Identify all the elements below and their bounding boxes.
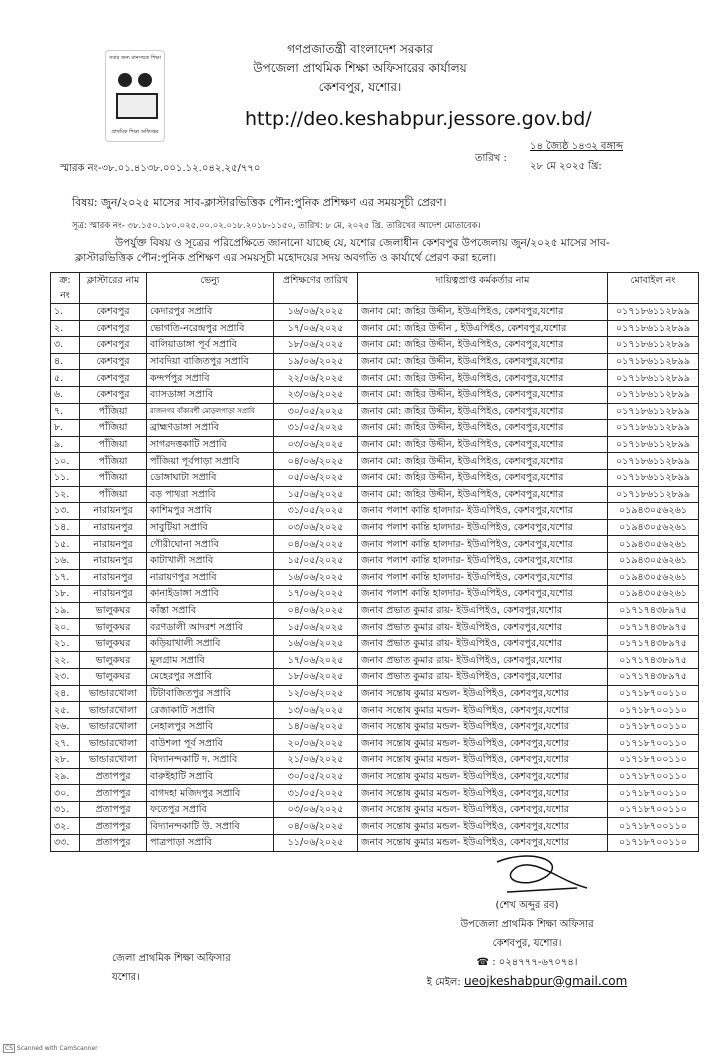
cell-venue: ফতেপুর সপ্রাবি (147, 801, 274, 818)
header-officer: দায়িত্বপ্রাপ্ত কর্মকর্তার নাম (358, 273, 608, 304)
cell-cluster: কেশবপুর (80, 353, 147, 370)
cell-venue: বড় পাথরা সপ্রাবি (147, 486, 274, 503)
cell-officer: জনাব মো: জহির উদ্দীন, ইউএপিইও, কেশবপুর,যশোর (358, 436, 608, 453)
cell-serial: ২২. (51, 652, 80, 669)
date-label: তারিখ : (475, 153, 507, 164)
cell-venue: কাটাখালী সপ্রাবি (147, 552, 274, 569)
table-row (51, 669, 699, 686)
cell-officer: জনাব সন্তোষ কুমার মন্ডল- ইউএপিইও, কেশবপুর,যশোর (358, 685, 608, 702)
letterhead (200, 40, 520, 97)
cell-officer: জনাব সন্তোষ কুমার মন্ডল- ইউএপিইও, কেশবপুর,যশোর (358, 835, 608, 852)
cell-officer: জনাব সন্তোষ কুমার মন্ডল- ইউএপিইও, কেশবপুর,যশোর (358, 718, 608, 735)
cell-serial: ৫. (51, 370, 80, 387)
table-row (51, 453, 699, 470)
cell-cluster: প্রতাপপুর (80, 801, 147, 818)
cell-cluster: ভালুকঘর (80, 652, 147, 669)
cell-cluster: ভালুকঘর (80, 669, 147, 686)
table-row (51, 420, 699, 437)
book-icon (116, 93, 158, 119)
cell-venue: বিদ্যানন্দকাটি উ. সপ্রাবি (147, 818, 274, 835)
cell-serial: ১৯. (51, 602, 80, 619)
cell-mobile: ০১৭১৮৭০০১১০ (608, 735, 699, 752)
cell-date: ৩১/০৫/২০২৫ (274, 785, 358, 802)
table-row (51, 835, 699, 852)
table-row (51, 320, 699, 337)
subject: বিষয়: জুন/২০২৫ মাসের সাব-ক্লাস্টারভিত্তিক পৌন:পুনিক প্রশিক্ষণ এর সময়সূচী প্রেরণ। (72, 196, 447, 209)
cell-cluster: প্রতাপপুর (80, 785, 147, 802)
cell-serial: ৩২. (51, 818, 80, 835)
signatory-title: উপজেলা প্রাথমিক শিক্ষা অফিসার (460, 918, 594, 930)
cell-serial: ৩০. (51, 785, 80, 802)
recipient-place: যশোর। (112, 971, 140, 983)
cell-serial: ২৩. (51, 669, 80, 686)
cell-date: ১৫/০৬/২০২৫ (274, 486, 358, 503)
cell-cluster: নারায়নপুর (80, 519, 147, 536)
cell-date: ১৫/০৫/২০২৫ (274, 552, 358, 569)
cell-cluster: নারায়নপুর (80, 503, 147, 520)
email-label: ই মেইল: (426, 976, 461, 988)
cell-serial: ১০. (51, 453, 80, 470)
table-row (51, 702, 699, 719)
cell-venue: মেহেরপুর সপ্রাবি (147, 669, 274, 686)
cell-mobile: ০১৯৪৩০৫৬২৬১ (608, 586, 699, 603)
cell-serial: ৬. (51, 386, 80, 403)
child-icon (138, 73, 152, 87)
cell-venue: বাগদহা মজিদপুর সপ্রাবি (147, 785, 274, 802)
cell-date: ১৭/০৬/২০২৫ (274, 586, 358, 603)
table-row (51, 403, 699, 420)
cell-serial: ১৪. (51, 519, 80, 536)
cell-cluster: ভান্ডারখোলা (80, 685, 147, 702)
cell-officer: জনাব মো: জহির উদ্দীন, ইউএপিইও, কেশবপুর,যশোর (358, 386, 608, 403)
table-row (51, 652, 699, 669)
cell-mobile: ০১৭১৮৭০০১১০ (608, 685, 699, 702)
cell-mobile: ০১৯৪৩০৫৬২৬১ (608, 552, 699, 569)
cell-venue: নারায়ণপুর সপ্রাবি (147, 569, 274, 586)
table-row (51, 469, 699, 486)
logo-arc-text: সবার জন্য মানসম্মত শিক্ষা (109, 55, 161, 61)
cell-mobile: ০১৯৪৩০৫৬২৬১ (608, 503, 699, 520)
cell-mobile: ০১৭১৮৬১১২৮৯৯ (608, 304, 699, 321)
cell-cluster: প্রতাপপুর (80, 835, 147, 852)
table-row (51, 486, 699, 503)
cell-serial: ২০. (51, 619, 80, 636)
cell-cluster: ভান্ডারখোলা (80, 735, 147, 752)
cell-date: ০৫/০৬/২০২৫ (274, 469, 358, 486)
cell-date: ০৩/০৬/২০২৫ (274, 436, 358, 453)
cell-venue: কানাইডাঙ্গা সপ্রাবি (147, 586, 274, 603)
cell-serial: ১৩. (51, 503, 80, 520)
memo-number: স্মারক নং-৩৮.০১.৪১৩৮.০০১.১২.০৪২.২৫/৭৭০ (60, 163, 261, 174)
logo-caption: প্রাথমিক শিক্ষা অধিদপ্তর (111, 129, 159, 135)
cell-serial: ২৭. (51, 735, 80, 752)
cell-serial: ২৮. (51, 752, 80, 769)
cell-serial: ১১. (51, 469, 80, 486)
signature-icon (457, 854, 597, 896)
cell-serial: ১. (51, 304, 80, 321)
cell-venue: কাঁস্তা সপ্রাবি (147, 602, 274, 619)
cell-date: ১৭/০৬/২০২৫ (274, 652, 358, 669)
cell-mobile: ০১৭১৮৭০০১১০ (608, 785, 699, 802)
table-row (51, 536, 699, 553)
cell-date: ২১/০৬/২০২৫ (274, 752, 358, 769)
camscanner-icon: CS (5, 1045, 13, 1052)
table-row (51, 635, 699, 652)
cell-cluster: ভালুকঘর (80, 619, 147, 636)
cell-officer: জনাব পলাশ কান্তি হালদার- ইউএপিইও, কেশবপুর,যশোর (358, 536, 608, 553)
cell-mobile: ০১৭১৭৪৩৮৯৭৫ (608, 602, 699, 619)
office-name: উপজেলা প্রাথমিক শিক্ষা অফিসারের কার্যালয় (253, 61, 467, 75)
cell-officer: জনাব পলাশ কান্তি হালদার- ইউএপিইও, কেশবপুর,যশোর (358, 569, 608, 586)
cell-venue: পাঁজিয়া পূর্বপাড়া সপ্রাবি (147, 453, 274, 470)
cell-venue: কেদারপুর সপ্রাবি (147, 304, 274, 321)
cell-serial: ৭. (51, 403, 80, 420)
cell-serial: ৩. (51, 337, 80, 354)
cell-venue: ব্রাহ্মণডাঙ্গা সপ্রাবি (147, 420, 274, 437)
table-row (51, 552, 699, 569)
cell-mobile: ০১৭১৮৭০০১১০ (608, 718, 699, 735)
cell-officer: জনাব মো: জহির উদ্দীন, ইউএপিইও, কেশবপুর,যশোর (358, 337, 608, 354)
logo (105, 50, 165, 142)
memo-row (60, 140, 680, 176)
cell-venue: বিদ্যানন্দকাটি দ. সপ্রাবি (147, 752, 274, 769)
cell-cluster: নারায়নপুর (80, 586, 147, 603)
cell-mobile: ০১৭১৮৭০০১১০ (608, 835, 699, 852)
cell-mobile: ০১৭১৮৬১১২৮৯৯ (608, 337, 699, 354)
signature-block (412, 854, 642, 992)
cell-mobile: ০১৭১৮৬১১২৮৯৯ (608, 320, 699, 337)
cell-venue: গৌরীঘোনা সপ্রাবি (147, 536, 274, 553)
cell-mobile: ০১৭১৮৬১১২৮৯৯ (608, 353, 699, 370)
cell-officer: জনাব সন্তোষ কুমার মন্ডল- ইউএপিইও, কেশবপুর,যশোর (358, 785, 608, 802)
cell-officer: জনাব মো: জহির উদ্দীন, ইউএপিইও, কেশবপুর,যশোর (358, 486, 608, 503)
header-venue: ভেন্যু (147, 273, 274, 304)
cell-cluster: ভান্ডারখোলা (80, 752, 147, 769)
date-english: ২৮ মে ২০২৫ খ্রি: (530, 161, 602, 172)
cell-date: ০৩/০৬/২০২৫ (274, 519, 358, 536)
cell-officer: জনাব সন্তোষ কুমার মন্ডল- ইউএপিইও, কেশবপুর,যশোর (358, 768, 608, 785)
cell-venue: রেজাকাটি সপ্রাবি (147, 702, 274, 719)
cell-officer: জনাব মো: জহির উদ্দীন, ইউএপিইও, কেশবপুর,যশোর (358, 353, 608, 370)
table-row (51, 785, 699, 802)
cell-date: ১৭/০৬/২০২৫ (274, 320, 358, 337)
recipient-title: জেলা প্রাথমিক শিক্ষা অফিসার (112, 952, 231, 964)
cell-cluster: কেশবপুর (80, 370, 147, 387)
cell-date: ০৪/০৬/২০২৫ (274, 602, 358, 619)
cell-mobile: ০১৭১৮৬১১২৮৯৯ (608, 403, 699, 420)
cell-mobile: ০১৭১৭৪৩৮৯৭৫ (608, 635, 699, 652)
phone-number: ☎ : ০২৪৭৭৭-৬৭০৭৪। (476, 956, 578, 968)
cell-mobile: ০১৭১৮৭০০১১০ (608, 818, 699, 835)
cell-cluster: কেশবপুর (80, 304, 147, 321)
cell-date: ৩০/০৫/২০২৫ (274, 403, 358, 420)
cell-mobile: ০১৭১৮৬১১২৮৯৯ (608, 469, 699, 486)
cell-date: ২০/০৬/২০২৫ (274, 735, 358, 752)
body-paragraph-line1: উপর্যুক্ত বিষয় ও সূত্রের পরিপ্রেক্ষিতে জানানো যাচ্ছে যে, যশোর জেলাধীন কেশবপুর উপজেলায় জুন/২০২৫ মাসের সাব- (115, 237, 610, 249)
reference: সূত্র: স্মারক নং- ৩৮.১৫০.১৮০.০২৫.০০.০২.০১৮.২০১৮-১১৫০, তারিখ: ৮ মে, ২০২৫ খ্রি. তারিখের আদেশ মোতাবেক। (72, 221, 481, 231)
cell-venue: সাগরদত্তকাটি সপ্রাবি (147, 436, 274, 453)
table-row (51, 304, 699, 321)
cell-officer: জনাব সন্তোষ কুমার মন্ডল- ইউএপিইও, কেশবপুর,যশোর (358, 702, 608, 719)
cell-date: ০৪/০৬/২০২৫ (274, 536, 358, 553)
table-row (51, 586, 699, 603)
cell-mobile: ০১৭১৭৪৩৮৯৭৫ (608, 619, 699, 636)
cell-serial: ৩৩. (51, 835, 80, 852)
letter-footer (50, 854, 672, 992)
table-row (51, 436, 699, 453)
cell-venue: সাবুটিয়া সপ্রাবি (147, 519, 274, 536)
cell-cluster: কেশবপুর (80, 386, 147, 403)
table-row (51, 337, 699, 354)
website-url[interactable]: http://deo.keshabpur.jessore.gov.bd/ (245, 108, 592, 130)
table-row (51, 386, 699, 403)
cell-serial: ৮. (51, 420, 80, 437)
header-date: প্রশিক্ষণের তারিখ (274, 273, 358, 304)
recipient-block (112, 949, 231, 987)
cell-officer: জনাব পলাশ কান্তি হালদার- ইউএপিইও, কেশবপুর,যশোর (358, 503, 608, 520)
scanner-watermark (3, 1045, 98, 1052)
cell-officer: জনাব সন্তোষ কুমার মন্ডল- ইউএপিইও, কেশবপুর,যশোর (358, 818, 608, 835)
cell-mobile: ০১৯৪৩০৫৬২৬১ (608, 569, 699, 586)
cell-venue: পাত্রপাড়া সপ্রাবি (147, 835, 274, 852)
cell-cluster: কেশবপুর (80, 337, 147, 354)
header-mobile: মোবাইল নং (608, 273, 699, 304)
cell-cluster: পাঁজিয়া (80, 436, 147, 453)
cell-serial: ৪. (51, 353, 80, 370)
cell-mobile: ০১৭১৮৭০০১১০ (608, 801, 699, 818)
cell-venue: নেহালপুর সপ্রাবি (147, 718, 274, 735)
cell-date: ২২/০৬/২০২৫ (274, 370, 358, 387)
cell-venue: কন্দর্পপুর সপ্রাবি (147, 370, 274, 387)
cell-date: ১১/০৬/২০২৫ (274, 835, 358, 852)
cell-mobile: ০১৭১৮৬১১২৮৯৯ (608, 370, 699, 387)
table-row (51, 619, 699, 636)
cell-mobile: ০১৭১৮৬১১২৮৯৯ (608, 420, 699, 437)
table-row (51, 370, 699, 387)
cell-officer: জনাব সন্তোষ কুমার মন্ডল- ইউএপিইও, কেশবপুর,যশোর (358, 735, 608, 752)
table-row (51, 569, 699, 586)
cell-date: ৩০/০৫/২০২৫ (274, 768, 358, 785)
cell-date: ৩১/০৫/২০২৫ (274, 420, 358, 437)
cell-serial: ২৯. (51, 768, 80, 785)
cell-date: ০৩/০৬/২০২৫ (274, 801, 358, 818)
cell-cluster: পাঁজিয়া (80, 453, 147, 470)
email-line (412, 972, 642, 992)
cell-date: ৩১/০৫/২০২৫ (274, 503, 358, 520)
table-row (51, 503, 699, 520)
govt-name: গণপ্রজাতন্ত্রী বাংলাদেশ সরকার (287, 42, 433, 56)
cell-officer: জনাব পলাশ কান্তি হালদার- ইউএপিইও, কেশবপুর,যশোর (358, 519, 608, 536)
table-row (51, 718, 699, 735)
cell-officer: জনাব প্রভাত কুমার রায়- ইউএপিইও, কেশবপুর,যশোর (358, 602, 608, 619)
cell-mobile: ০১৭১৮৬১১২৮৯৯ (608, 453, 699, 470)
table-row (51, 602, 699, 619)
cell-serial: ১২. (51, 486, 80, 503)
cell-mobile: ০১৭১৭৪৩৮৯৭৫ (608, 669, 699, 686)
cell-cluster: পাঁজিয়া (80, 469, 147, 486)
cell-officer: জনাব মো: জহির উদ্দীন, ইউএপিইও, কেশবপুর,যশোর (358, 469, 608, 486)
cell-cluster: ভালুকঘর (80, 602, 147, 619)
cell-cluster: কেশবপুর (80, 320, 147, 337)
cell-mobile: ০১৭১৭৪৩৮৯৭৫ (608, 652, 699, 669)
cell-date: ১৬/০৬/২০২৫ (274, 569, 358, 586)
cell-cluster: প্রতাপপুর (80, 818, 147, 835)
cell-mobile: ০১৭১৮৬১১২৮৯৯ (608, 386, 699, 403)
cell-date: ১৩/০৬/২০২৫ (274, 702, 358, 719)
cell-venue: কাশিমপুর সপ্রাবি (147, 503, 274, 520)
cell-venue: বাউশলা পূর্ব সপ্রাবি (147, 735, 274, 752)
cell-officer: জনাব মো: জহির উদ্দীন, ইউএপিইও, কেশবপুর,যশোর (358, 420, 608, 437)
cell-officer: জনাব প্রভাত কুমার রায়- ইউএপিইও, কেশবপুর,যশোর (358, 619, 608, 636)
cell-serial: ২. (51, 320, 80, 337)
cell-date: ১৯/০৬/২০২৫ (274, 353, 358, 370)
table-row (51, 768, 699, 785)
cell-venue: ব্যাসডাঙ্গা সপ্রাবি (147, 386, 274, 403)
child-icon (118, 73, 132, 87)
cell-date: ০৪/০৬/২০২৫ (274, 453, 358, 470)
cell-cluster: প্রতাপপুর (80, 768, 147, 785)
cell-venue: ভোগতি-নরেন্দ্রপুর সপ্রাবি (147, 320, 274, 337)
cell-date: ০৪/০৬/২০২৫ (274, 818, 358, 835)
cell-cluster: পাঁজিয়া (80, 403, 147, 420)
cell-cluster: পাঁজিয়া (80, 420, 147, 437)
cell-date: ১৬/০৬/২০২৫ (274, 304, 358, 321)
cell-cluster: নারায়নপুর (80, 569, 147, 586)
table-row (51, 801, 699, 818)
cell-officer: জনাব প্রভাত কুমার রায়- ইউএপিইও, কেশবপুর,যশোর (358, 635, 608, 652)
letter-body (50, 195, 691, 992)
cell-venue: কড়িয়াখালী সপ্রাবি (147, 635, 274, 652)
cell-officer: জনাব পলাশ কান্তি হালদার- ইউএপিইও, কেশবপুর,যশোর (358, 586, 608, 603)
cell-serial: ২৫. (51, 702, 80, 719)
cell-cluster: পাঁজিয়া (80, 486, 147, 503)
cell-venue: রাজনগর বাঁকাবর্শী মোড়লপাড়া সপ্রাবি (147, 403, 274, 420)
date-bangla: ১৪ জ্যৈষ্ঠ ১৪৩২ বঙ্গাব্দ (530, 141, 624, 152)
cell-venue: মূলগ্রাম সপ্রাবি (147, 652, 274, 669)
cell-date: ১৬/০৬/২০২৫ (274, 635, 358, 652)
cell-date: ১৮/০৬/২০২৫ (274, 669, 358, 686)
cell-officer: জনাব প্রভাত কুমার রায়- ইউএপিইও, কেশবপুর,যশোর (358, 652, 608, 669)
table-row (51, 752, 699, 769)
cell-officer: জনাব মো: জহির উদ্দীন, ইউএপিইও, কেশবপুর,যশোর (358, 304, 608, 321)
date-block (530, 140, 680, 174)
cell-mobile: ০১৭১৮৭০০১১০ (608, 702, 699, 719)
training-schedule-table (50, 272, 699, 852)
cell-venue: টিটাবাজিতপুর সপ্রাবি (147, 685, 274, 702)
cell-cluster: নারায়নপুর (80, 552, 147, 569)
cell-date: ১২/০৬/২০২৫ (274, 685, 358, 702)
cell-venue: বারুইহাটি সপ্রাবি (147, 768, 274, 785)
cell-mobile: ০১৯৪৩০৫৬২৬১ (608, 519, 699, 536)
cell-venue: ডোঙ্গাঘাটা সপ্রাবি (147, 469, 274, 486)
cell-serial: ২৪. (51, 685, 80, 702)
table-row (51, 353, 699, 370)
email-link[interactable]: ueojkeshabpur@gmail.com (463, 973, 628, 988)
scanner-text: Scanned with CamScanner (16, 1045, 98, 1052)
signatory-place: কেশবপুর, যশোর। (492, 937, 562, 949)
cell-date: ১৫/০৬/২০২৫ (274, 619, 358, 636)
cell-date: ২৩/০৬/২০২৫ (274, 386, 358, 403)
cell-serial: ২১. (51, 635, 80, 652)
cell-officer: জনাব সন্তোষ কুমার মন্ডল- ইউএপিইও, কেশবপুর,যশোর (358, 801, 608, 818)
cell-serial: ৯. (51, 436, 80, 453)
cell-serial: ২৬. (51, 718, 80, 735)
cell-officer: জনাব মো: জহির উদ্দীন, ইউএপিইও, কেশবপুর,যশোর (358, 453, 608, 470)
header-cluster: ক্লাস্টারের নাম (80, 273, 147, 304)
office-location: কেশবপুর, যশোর। (318, 80, 402, 94)
signatory-name: (শেখ অব্দুর রব) (495, 899, 559, 911)
cell-officer: জনাব মো: জহির উদ্দীন , ইউএপিইও, কেশবপুর,যশোর (358, 320, 608, 337)
cell-venue: বরণডালী আদরশ সপ্রাবি (147, 619, 274, 636)
table-row (51, 818, 699, 835)
table-row (51, 735, 699, 752)
cell-serial: ১৮. (51, 586, 80, 603)
table-row (51, 685, 699, 702)
cell-venue: সাবদিয়া বাজিতপুর সপ্রাবি (147, 353, 274, 370)
cell-officer: জনাব মো: জহির উদ্দীন, ইউএপিইও, কেশবপুর,যশোর (358, 403, 608, 420)
cell-serial: ৩১. (51, 801, 80, 818)
cell-mobile: ০১৭১৮৭০০১১০ (608, 752, 699, 769)
cell-date: ১৪/০৬/২০২৫ (274, 718, 358, 735)
cell-mobile: ০১৭১৮৭০০১১০ (608, 768, 699, 785)
cell-mobile: ০১৭১৮৬১১২৮৯৯ (608, 486, 699, 503)
cell-serial: ১৬. (51, 552, 80, 569)
cell-serial: ১৫. (51, 536, 80, 553)
cell-serial: ১৭. (51, 569, 80, 586)
cell-officer: জনাব প্রভাত কুমার রায়- ইউএপিইও, কেশবপুর,যশোর (358, 669, 608, 686)
cell-mobile: ০১৭১৮৬১১২৮৯৯ (608, 436, 699, 453)
header-serial: ক্র: নং (51, 273, 80, 304)
cell-mobile: ০১৯৪৩০৫৬২৬১ (608, 536, 699, 553)
table-header-row (51, 273, 699, 304)
cell-cluster: নারায়নপুর (80, 536, 147, 553)
cell-cluster: ভান্ডারখোলা (80, 718, 147, 735)
body-paragraph-line2: ক্লাস্টারভিত্তিক পৌন:পুনিক প্রশিক্ষণ এর সময়সূচী মহোদয়ের সদয় অবগতি ও কার্যার্থে প্রেরণ করা হলো। (75, 252, 497, 264)
cell-venue: বালিয়াডাঙ্গা পূর্ব সপ্রাবি (147, 337, 274, 354)
cell-cluster: ভালুকঘর (80, 635, 147, 652)
cell-cluster: ভান্ডারখোলা (80, 702, 147, 719)
cell-officer: জনাব সন্তোষ কুমার মন্ডল- ইউএপিইও, কেশবপুর,যশোর (358, 752, 608, 769)
table-row (51, 519, 699, 536)
cell-officer: জনাব পলাশ কান্তি হালদার- ইউএপিইও, কেশবপুর,যশোর (358, 552, 608, 569)
cell-date: ১৮/০৬/২০২৫ (274, 337, 358, 354)
cell-officer: জনাব মো: জহির উদ্দীন, ইউএপিইও, কেশবপুর,যশোর (358, 370, 608, 387)
